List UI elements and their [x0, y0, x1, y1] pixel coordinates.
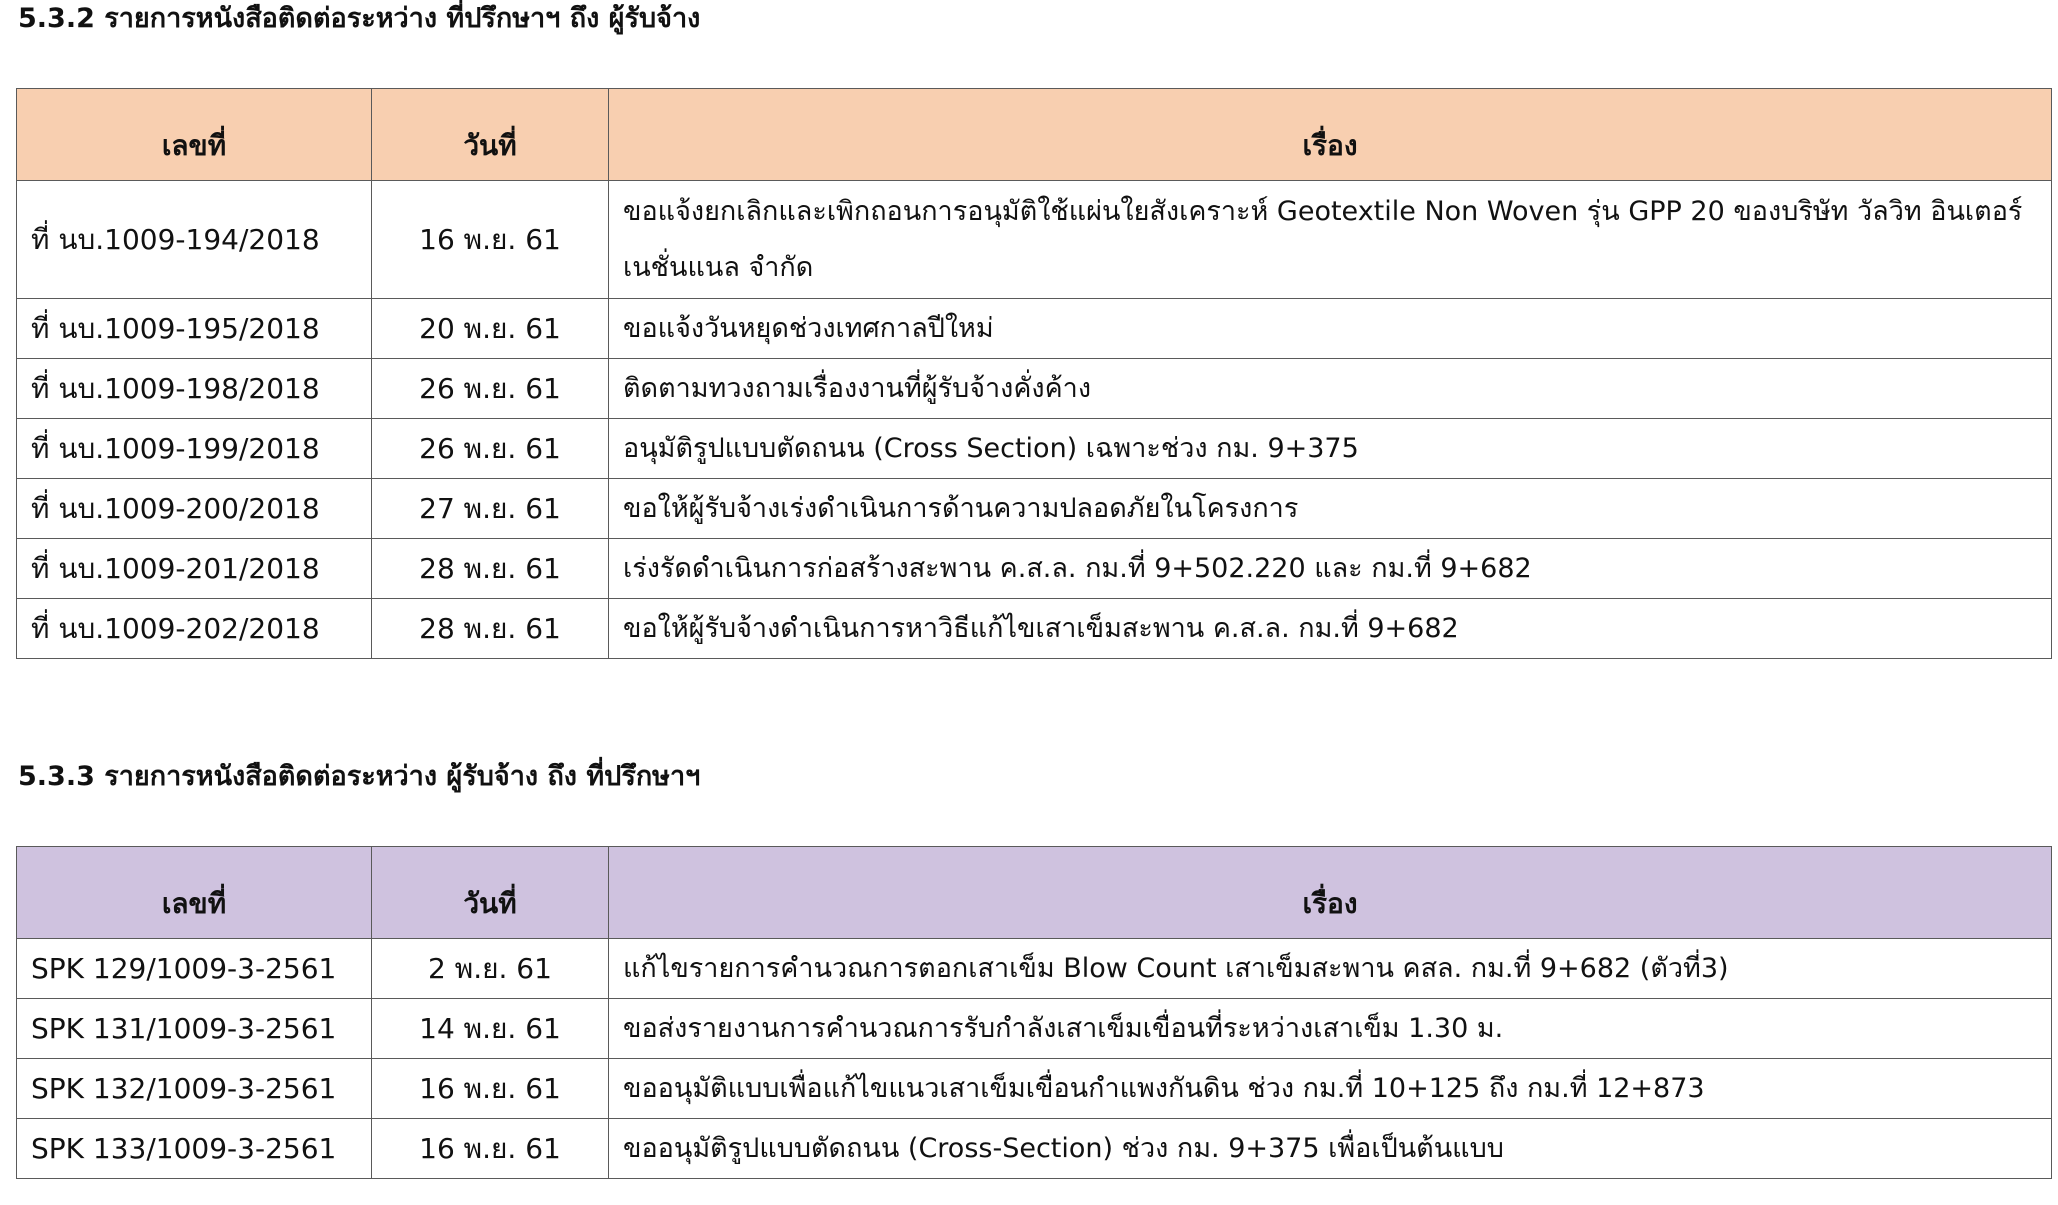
letter-subject: แก้ไขรายการคำนวณการตอกเสาเข็ม Blow Count เสาเข็มสะพาน คสล. กม.ที่ 9+682 (ตัวที่3) — [609, 939, 2052, 999]
letter-number: SPK 132/1009-3-2561 — [17, 1059, 372, 1119]
letter-subject: ขอให้ผู้รับจ้างเร่งดำเนินการด้านความปลอดภัยในโครงการ — [609, 479, 2052, 539]
letter-number: SPK 131/1009-3-2561 — [17, 999, 372, 1059]
column-header-subject: เรื่อง — [609, 89, 2052, 181]
letter-date: 28 พ.ย. 61 — [372, 539, 609, 599]
table-row — [17, 1059, 2052, 1119]
column-header-date: วันที่ — [372, 847, 609, 939]
column-header-number: เลขที่ — [17, 847, 372, 939]
column-header-subject: เรื่อง — [609, 847, 2052, 939]
table-row — [17, 359, 2052, 419]
table-row — [17, 419, 2052, 479]
letter-date: 16 พ.ย. 61 — [372, 1059, 609, 1119]
letter-subject: ขอแจ้งยกเลิกและเพิกถอนการอนุมัติใช้แผ่นใยสังเคราะห์ Geotextile Non Woven รุ่น GPP 20 ของบริษัท วัลวิท อินเตอร์เนชั่นแนล จำกัด — [609, 181, 2052, 299]
column-header-date: วันที่ — [372, 89, 609, 181]
letter-date: 20 พ.ย. 61 — [372, 299, 609, 359]
letter-subject: ติดตามทวงถามเรื่องงานที่ผู้รับจ้างคั่งค้าง — [609, 359, 2052, 419]
table-row — [17, 181, 2052, 299]
letter-number: ที่ นบ.1009-194/2018 — [17, 181, 372, 299]
table-row — [17, 939, 2052, 999]
letter-subject: ขอแจ้งวันหยุดช่วงเทศกาลปีใหม่ — [609, 299, 2052, 359]
letter-number: ที่ นบ.1009-199/2018 — [17, 419, 372, 479]
section-title-contractor-to-consultant: 5.3.3 รายการหนังสือติดต่อระหว่าง ผู้รับจ้าง ถึง ที่ปรึกษาฯ — [18, 761, 701, 792]
letter-subject: ขออนุมัติรูปแบบตัดถนน (Cross-Section) ช่วง กม. 9+375 เพื่อเป็นต้นแบบ — [609, 1119, 2052, 1179]
letters-table-consultant-to-contractor — [16, 88, 2052, 659]
letter-number: SPK 133/1009-3-2561 — [17, 1119, 372, 1179]
letter-date: 26 พ.ย. 61 — [372, 359, 609, 419]
table-row — [17, 1119, 2052, 1179]
letter-subject: เร่งรัดดำเนินการก่อสร้างสะพาน ค.ส.ล. กม.ที่ 9+502.220 และ กม.ที่ 9+682 — [609, 539, 2052, 599]
letter-number: ที่ นบ.1009-198/2018 — [17, 359, 372, 419]
letter-date: 16 พ.ย. 61 — [372, 181, 609, 299]
letter-date: 14 พ.ย. 61 — [372, 999, 609, 1059]
table-row — [17, 999, 2052, 1059]
letter-number: ที่ นบ.1009-195/2018 — [17, 299, 372, 359]
letter-subject: ขอให้ผู้รับจ้างดำเนินการหาวิธีแก้ไขเสาเข็มสะพาน ค.ส.ล. กม.ที่ 9+682 — [609, 599, 2052, 659]
letter-number: ที่ นบ.1009-202/2018 — [17, 599, 372, 659]
table-row — [17, 599, 2052, 659]
letter-subject: ขออนุมัติแบบเพื่อแก้ไขแนวเสาเข็มเขื่อนกำแพงกันดิน ช่วง กม.ที่ 10+125 ถึง กม.ที่ 12+873 — [609, 1059, 2052, 1119]
letter-date: 16 พ.ย. 61 — [372, 1119, 609, 1179]
letters-table-contractor-to-consultant — [16, 846, 2052, 1179]
letter-date: 28 พ.ย. 61 — [372, 599, 609, 659]
table-row — [17, 479, 2052, 539]
column-header-number: เลขที่ — [17, 89, 372, 181]
letter-subject: ขอส่งรายงานการคำนวณการรับกำลังเสาเข็มเขื่อนที่ระหว่างเสาเข็ม 1.30 ม. — [609, 999, 2052, 1059]
letter-date: 27 พ.ย. 61 — [372, 479, 609, 539]
letter-subject: อนุมัติรูปแบบตัดถนน (Cross Section) เฉพาะช่วง กม. 9+375 — [609, 419, 2052, 479]
letter-date: 2 พ.ย. 61 — [372, 939, 609, 999]
letter-date: 26 พ.ย. 61 — [372, 419, 609, 479]
table-row — [17, 539, 2052, 599]
letter-number: ที่ นบ.1009-200/2018 — [17, 479, 372, 539]
table-header-row — [17, 847, 2052, 939]
table-row — [17, 299, 2052, 359]
letter-number: ที่ นบ.1009-201/2018 — [17, 539, 372, 599]
table-header-row — [17, 89, 2052, 181]
letter-number: SPK 129/1009-3-2561 — [17, 939, 372, 999]
section-title-consultant-to-contractor: 5.3.2 รายการหนังสือติดต่อระหว่าง ที่ปรึกษาฯ ถึง ผู้รับจ้าง — [18, 3, 701, 34]
